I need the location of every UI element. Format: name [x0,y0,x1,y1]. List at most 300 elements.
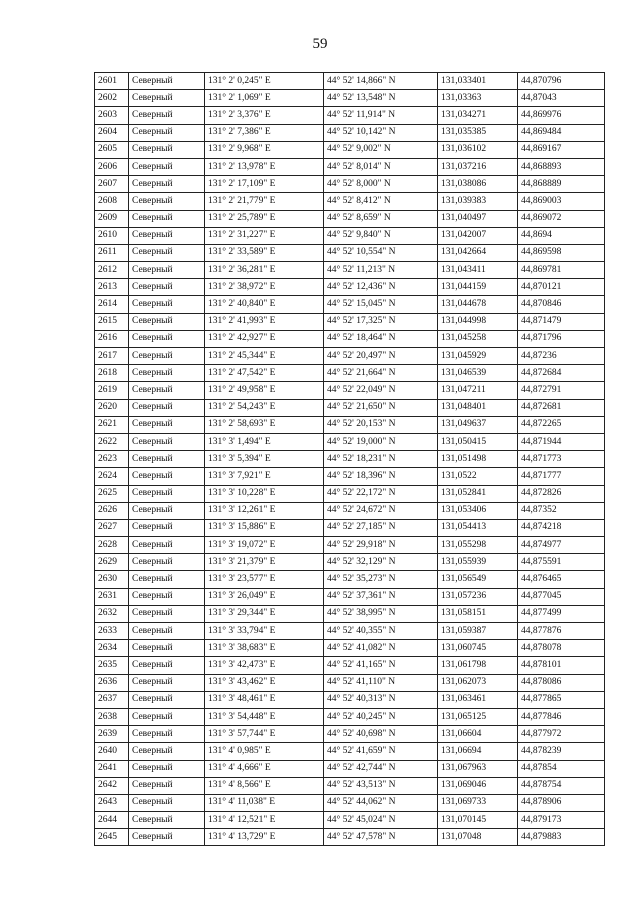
point-number-cell: 2619 [95,382,129,399]
table-row [95,726,605,743]
latitude-dms-cell: 44° 52' 35,273" N [324,571,438,588]
point-number-cell: 2636 [95,674,129,691]
direction-cell: Северный [129,708,205,725]
latitude-decimal-cell: 44,874218 [518,519,605,536]
longitude-decimal-cell: 131,058151 [438,605,518,622]
direction-cell: Северный [129,313,205,330]
table-row [95,90,605,107]
table-row [95,468,605,485]
longitude-dms-cell: 131° 3' 42,473" E [205,657,324,674]
latitude-decimal-cell: 44,874977 [518,537,605,554]
longitude-decimal-cell: 131,049637 [438,416,518,433]
longitude-dms-cell: 131° 4' 11,038" E [205,794,324,811]
direction-cell: Северный [129,141,205,158]
latitude-decimal-cell: 44,869976 [518,107,605,124]
table-row [95,502,605,519]
direction-cell: Северный [129,537,205,554]
table-row [95,176,605,193]
point-number-cell: 2633 [95,623,129,640]
point-number-cell: 2614 [95,296,129,313]
latitude-decimal-cell: 44,877499 [518,605,605,622]
latitude-decimal-cell: 44,877865 [518,691,605,708]
table-row [95,691,605,708]
point-number-cell: 2610 [95,227,129,244]
point-number-cell: 2638 [95,708,129,725]
longitude-decimal-cell: 131,062073 [438,674,518,691]
direction-cell: Северный [129,176,205,193]
longitude-dms-cell: 131° 3' 1,494" E [205,433,324,450]
latitude-decimal-cell: 44,877846 [518,708,605,725]
longitude-decimal-cell: 131,061798 [438,657,518,674]
table-row [95,433,605,450]
longitude-decimal-cell: 131,045258 [438,330,518,347]
longitude-dms-cell: 131° 3' 5,394" E [205,451,324,468]
table-row [95,554,605,571]
table-row [95,399,605,416]
latitude-dms-cell: 44° 52' 22,049" N [324,382,438,399]
latitude-decimal-cell: 44,870846 [518,296,605,313]
longitude-decimal-cell: 131,040497 [438,210,518,227]
latitude-dms-cell: 44° 52' 47,578" N [324,829,438,846]
direction-cell: Северный [129,691,205,708]
direction-cell: Северный [129,433,205,450]
longitude-decimal-cell: 131,048401 [438,399,518,416]
point-number-cell: 2626 [95,502,129,519]
direction-cell: Северный [129,330,205,347]
point-number-cell: 2645 [95,829,129,846]
point-number-cell: 2635 [95,657,129,674]
latitude-decimal-cell: 44,879883 [518,829,605,846]
longitude-decimal-cell: 131,035385 [438,124,518,141]
direction-cell: Северный [129,365,205,382]
longitude-decimal-cell: 131,055298 [438,537,518,554]
latitude-decimal-cell: 44,871773 [518,451,605,468]
latitude-dms-cell: 44° 52' 15,045" N [324,296,438,313]
table-row [95,743,605,760]
table-row [95,537,605,554]
longitude-dms-cell: 131° 3' 54,448" E [205,708,324,725]
latitude-decimal-cell: 44,87236 [518,348,605,365]
longitude-dms-cell: 131° 3' 10,228" E [205,485,324,502]
direction-cell: Северный [129,227,205,244]
latitude-decimal-cell: 44,872265 [518,416,605,433]
latitude-decimal-cell: 44,869781 [518,262,605,279]
latitude-decimal-cell: 44,870796 [518,73,605,90]
latitude-dms-cell: 44° 52' 40,698" N [324,726,438,743]
latitude-decimal-cell: 44,869167 [518,141,605,158]
table-row [95,519,605,536]
longitude-decimal-cell: 131,070145 [438,812,518,829]
table-row [95,244,605,261]
longitude-dms-cell: 131° 2' 25,789" E [205,210,324,227]
longitude-decimal-cell: 131,042007 [438,227,518,244]
point-number-cell: 2613 [95,279,129,296]
latitude-dms-cell: 44° 52' 10,142" N [324,124,438,141]
direction-cell: Северный [129,158,205,175]
latitude-dms-cell: 44° 52' 20,497" N [324,348,438,365]
latitude-dms-cell: 44° 52' 18,464" N [324,330,438,347]
point-number-cell: 2640 [95,743,129,760]
latitude-dms-cell: 44° 52' 44,062" N [324,794,438,811]
longitude-dms-cell: 131° 3' 38,683" E [205,640,324,657]
direction-cell: Северный [129,262,205,279]
latitude-dms-cell: 44° 52' 37,361" N [324,588,438,605]
latitude-decimal-cell: 44,871777 [518,468,605,485]
latitude-decimal-cell: 44,872684 [518,365,605,382]
point-number-cell: 2637 [95,691,129,708]
latitude-decimal-cell: 44,878078 [518,640,605,657]
table-row [95,73,605,90]
longitude-dms-cell: 131° 3' 7,921" E [205,468,324,485]
latitude-decimal-cell: 44,869003 [518,193,605,210]
direction-cell: Северный [129,674,205,691]
latitude-dms-cell: 44° 52' 18,396" N [324,468,438,485]
table-row [95,158,605,175]
direction-cell: Северный [129,485,205,502]
longitude-decimal-cell: 131,03363 [438,90,518,107]
latitude-dms-cell: 44° 52' 29,918" N [324,537,438,554]
latitude-dms-cell: 44° 52' 14,866" N [324,73,438,90]
direction-cell: Северный [129,416,205,433]
latitude-dms-cell: 44° 52' 17,325" N [324,313,438,330]
latitude-dms-cell: 44° 52' 40,245" N [324,708,438,725]
longitude-decimal-cell: 131,06604 [438,726,518,743]
latitude-dms-cell: 44° 52' 43,513" N [324,777,438,794]
longitude-decimal-cell: 131,043411 [438,262,518,279]
longitude-decimal-cell: 131,065125 [438,708,518,725]
table-row [95,657,605,674]
point-number-cell: 2618 [95,365,129,382]
direction-cell: Северный [129,451,205,468]
longitude-dms-cell: 131° 2' 38,972" E [205,279,324,296]
longitude-dms-cell: 131° 2' 9,968" E [205,141,324,158]
direction-cell: Северный [129,794,205,811]
coordinates-table [94,72,605,846]
latitude-dms-cell: 44° 52' 32,129" N [324,554,438,571]
longitude-decimal-cell: 131,06694 [438,743,518,760]
coordinates-table-body [95,73,605,846]
longitude-dms-cell: 131° 2' 41,993" E [205,313,324,330]
point-number-cell: 2606 [95,158,129,175]
point-number-cell: 2605 [95,141,129,158]
longitude-dms-cell: 131° 3' 21,379" E [205,554,324,571]
direction-cell: Северный [129,657,205,674]
table-row [95,674,605,691]
point-number-cell: 2603 [95,107,129,124]
table-row [95,794,605,811]
longitude-dms-cell: 131° 2' 40,840" E [205,296,324,313]
latitude-dms-cell: 44° 52' 8,000" N [324,176,438,193]
point-number-cell: 2617 [95,348,129,365]
longitude-decimal-cell: 131,044998 [438,313,518,330]
latitude-decimal-cell: 44,875591 [518,554,605,571]
latitude-decimal-cell: 44,872791 [518,382,605,399]
point-number-cell: 2643 [95,794,129,811]
longitude-dms-cell: 131° 2' 17,109" E [205,176,324,193]
longitude-dms-cell: 131° 3' 33,794" E [205,623,324,640]
direction-cell: Северный [129,90,205,107]
latitude-decimal-cell: 44,870121 [518,279,605,296]
point-number-cell: 2627 [95,519,129,536]
latitude-dms-cell: 44° 52' 12,436" N [324,279,438,296]
longitude-dms-cell: 131° 2' 1,069" E [205,90,324,107]
point-number-cell: 2625 [95,485,129,502]
longitude-dms-cell: 131° 2' 42,927" E [205,330,324,347]
longitude-dms-cell: 131° 3' 48,461" E [205,691,324,708]
point-number-cell: 2607 [95,176,129,193]
latitude-decimal-cell: 44,877876 [518,623,605,640]
table-row [95,623,605,640]
table-row [95,141,605,158]
table-row [95,124,605,141]
point-number-cell: 2616 [95,330,129,347]
direction-cell: Северный [129,760,205,777]
longitude-dms-cell: 131° 2' 3,376" E [205,107,324,124]
longitude-decimal-cell: 131,053406 [438,502,518,519]
table-row [95,193,605,210]
direction-cell: Северный [129,107,205,124]
longitude-decimal-cell: 131,060745 [438,640,518,657]
point-number-cell: 2634 [95,640,129,657]
table-row [95,296,605,313]
longitude-dms-cell: 131° 3' 29,344" E [205,605,324,622]
page-number: 59 [312,36,328,52]
latitude-dms-cell: 44° 52' 41,110" N [324,674,438,691]
longitude-decimal-cell: 131,044678 [438,296,518,313]
point-number-cell: 2621 [95,416,129,433]
latitude-decimal-cell: 44,87352 [518,502,605,519]
point-number-cell: 2620 [95,399,129,416]
point-number-cell: 2602 [95,90,129,107]
latitude-dms-cell: 44° 52' 41,165" N [324,657,438,674]
latitude-dms-cell: 44° 52' 27,185" N [324,519,438,536]
direction-cell: Северный [129,279,205,296]
direction-cell: Северный [129,468,205,485]
table-row [95,571,605,588]
direction-cell: Северный [129,382,205,399]
table-row [95,227,605,244]
direction-cell: Северный [129,777,205,794]
longitude-decimal-cell: 131,044159 [438,279,518,296]
table-row [95,760,605,777]
direction-cell: Северный [129,623,205,640]
longitude-decimal-cell: 131,047211 [438,382,518,399]
longitude-decimal-cell: 131,054413 [438,519,518,536]
latitude-dms-cell: 44° 52' 38,995" N [324,605,438,622]
latitude-dms-cell: 44° 52' 8,412" N [324,193,438,210]
latitude-dms-cell: 44° 52' 21,664" N [324,365,438,382]
longitude-decimal-cell: 131,069733 [438,794,518,811]
point-number-cell: 2630 [95,571,129,588]
longitude-dms-cell: 131° 3' 12,261" E [205,502,324,519]
latitude-dms-cell: 44° 52' 42,744" N [324,760,438,777]
direction-cell: Северный [129,571,205,588]
table-row [95,262,605,279]
latitude-dms-cell: 44° 52' 45,024" N [324,812,438,829]
point-number-cell: 2615 [95,313,129,330]
direction-cell: Северный [129,244,205,261]
longitude-dms-cell: 131° 2' 49,958" E [205,382,324,399]
point-number-cell: 2601 [95,73,129,90]
latitude-dms-cell: 44° 52' 24,672" N [324,502,438,519]
table-row [95,708,605,725]
longitude-decimal-cell: 131,036102 [438,141,518,158]
longitude-decimal-cell: 131,063461 [438,691,518,708]
point-number-cell: 2609 [95,210,129,227]
longitude-dms-cell: 131° 3' 26,049" E [205,588,324,605]
latitude-decimal-cell: 44,877972 [518,726,605,743]
latitude-decimal-cell: 44,872681 [518,399,605,416]
latitude-dms-cell: 44° 52' 10,554" N [324,244,438,261]
latitude-decimal-cell: 44,879173 [518,812,605,829]
direction-cell: Северный [129,519,205,536]
point-number-cell: 2629 [95,554,129,571]
latitude-dms-cell: 44° 52' 20,153" N [324,416,438,433]
latitude-decimal-cell: 44,878101 [518,657,605,674]
direction-cell: Северный [129,812,205,829]
direction-cell: Северный [129,502,205,519]
latitude-decimal-cell: 44,878906 [518,794,605,811]
direction-cell: Северный [129,726,205,743]
latitude-decimal-cell: 44,868889 [518,176,605,193]
direction-cell: Северный [129,605,205,622]
table-row [95,485,605,502]
table-row [95,416,605,433]
latitude-dms-cell: 44° 52' 19,000" N [324,433,438,450]
table-row [95,605,605,622]
latitude-decimal-cell: 44,878239 [518,743,605,760]
point-number-cell: 2611 [95,244,129,261]
direction-cell: Северный [129,193,205,210]
latitude-dms-cell: 44° 52' 18,231" N [324,451,438,468]
latitude-dms-cell: 44° 52' 9,840" N [324,227,438,244]
longitude-decimal-cell: 131,067963 [438,760,518,777]
direction-cell: Северный [129,348,205,365]
table-row [95,451,605,468]
longitude-dms-cell: 131° 2' 36,281" E [205,262,324,279]
table-row [95,279,605,296]
latitude-dms-cell: 44° 52' 40,313" N [324,691,438,708]
longitude-decimal-cell: 131,045929 [438,348,518,365]
latitude-dms-cell: 44° 52' 21,650" N [324,399,438,416]
point-number-cell: 2622 [95,433,129,450]
point-number-cell: 2612 [95,262,129,279]
latitude-dms-cell: 44° 52' 8,659" N [324,210,438,227]
longitude-dms-cell: 131° 2' 58,693" E [205,416,324,433]
direction-cell: Северный [129,210,205,227]
latitude-decimal-cell: 44,869598 [518,244,605,261]
latitude-decimal-cell: 44,87854 [518,760,605,777]
latitude-dms-cell: 44° 52' 9,002" N [324,141,438,158]
table-row [95,313,605,330]
longitude-dms-cell: 131° 3' 15,886" E [205,519,324,536]
longitude-dms-cell: 131° 2' 45,344" E [205,348,324,365]
longitude-decimal-cell: 131,051498 [438,451,518,468]
latitude-decimal-cell: 44,878754 [518,777,605,794]
latitude-dms-cell: 44° 52' 13,548" N [324,90,438,107]
longitude-decimal-cell: 131,0522 [438,468,518,485]
latitude-decimal-cell: 44,8694 [518,227,605,244]
latitude-decimal-cell: 44,87043 [518,90,605,107]
table-row [95,777,605,794]
longitude-dms-cell: 131° 2' 21,779" E [205,193,324,210]
latitude-decimal-cell: 44,871944 [518,433,605,450]
latitude-decimal-cell: 44,868893 [518,158,605,175]
longitude-decimal-cell: 131,055939 [438,554,518,571]
table-row [95,365,605,382]
longitude-decimal-cell: 131,052841 [438,485,518,502]
point-number-cell: 2639 [95,726,129,743]
latitude-decimal-cell: 44,869072 [518,210,605,227]
point-number-cell: 2628 [95,537,129,554]
longitude-decimal-cell: 131,038086 [438,176,518,193]
point-number-cell: 2631 [95,588,129,605]
latitude-decimal-cell: 44,871796 [518,330,605,347]
longitude-dms-cell: 131° 4' 4,666" E [205,760,324,777]
longitude-decimal-cell: 131,057236 [438,588,518,605]
longitude-dms-cell: 131° 2' 7,386" E [205,124,324,141]
latitude-decimal-cell: 44,872826 [518,485,605,502]
direction-cell: Северный [129,829,205,846]
latitude-dms-cell: 44° 52' 22,172" N [324,485,438,502]
longitude-decimal-cell: 131,037216 [438,158,518,175]
direction-cell: Северный [129,73,205,90]
longitude-dms-cell: 131° 4' 0,985" E [205,743,324,760]
longitude-dms-cell: 131° 2' 13,978" E [205,158,324,175]
longitude-decimal-cell: 131,046539 [438,365,518,382]
point-number-cell: 2608 [95,193,129,210]
point-number-cell: 2632 [95,605,129,622]
longitude-dms-cell: 131° 2' 47,542" E [205,365,324,382]
latitude-dms-cell: 44° 52' 40,355" N [324,623,438,640]
longitude-decimal-cell: 131,033401 [438,73,518,90]
longitude-decimal-cell: 131,069046 [438,777,518,794]
longitude-dms-cell: 131° 2' 33,589" E [205,244,324,261]
direction-cell: Северный [129,296,205,313]
latitude-dms-cell: 44° 52' 8,014" N [324,158,438,175]
direction-cell: Северный [129,743,205,760]
table-row [95,348,605,365]
point-number-cell: 2641 [95,760,129,777]
longitude-decimal-cell: 131,059387 [438,623,518,640]
longitude-decimal-cell: 131,034271 [438,107,518,124]
table-row [95,829,605,846]
longitude-dms-cell: 131° 3' 57,744" E [205,726,324,743]
latitude-dms-cell: 44° 52' 41,082" N [324,640,438,657]
latitude-decimal-cell: 44,876465 [518,571,605,588]
table-row [95,382,605,399]
longitude-decimal-cell: 131,042664 [438,244,518,261]
table-row [95,812,605,829]
latitude-decimal-cell: 44,877045 [518,588,605,605]
table-row [95,588,605,605]
table-row [95,640,605,657]
table-row [95,210,605,227]
point-number-cell: 2644 [95,812,129,829]
longitude-decimal-cell: 131,050415 [438,433,518,450]
longitude-dms-cell: 131° 3' 23,577" E [205,571,324,588]
direction-cell: Северный [129,399,205,416]
longitude-decimal-cell: 131,056549 [438,571,518,588]
point-number-cell: 2642 [95,777,129,794]
table-row [95,330,605,347]
longitude-dms-cell: 131° 2' 54,243" E [205,399,324,416]
longitude-decimal-cell: 131,07048 [438,829,518,846]
latitude-dms-cell: 44° 52' 41,659" N [324,743,438,760]
direction-cell: Северный [129,640,205,657]
longitude-dms-cell: 131° 3' 19,072" E [205,537,324,554]
direction-cell: Северный [129,588,205,605]
